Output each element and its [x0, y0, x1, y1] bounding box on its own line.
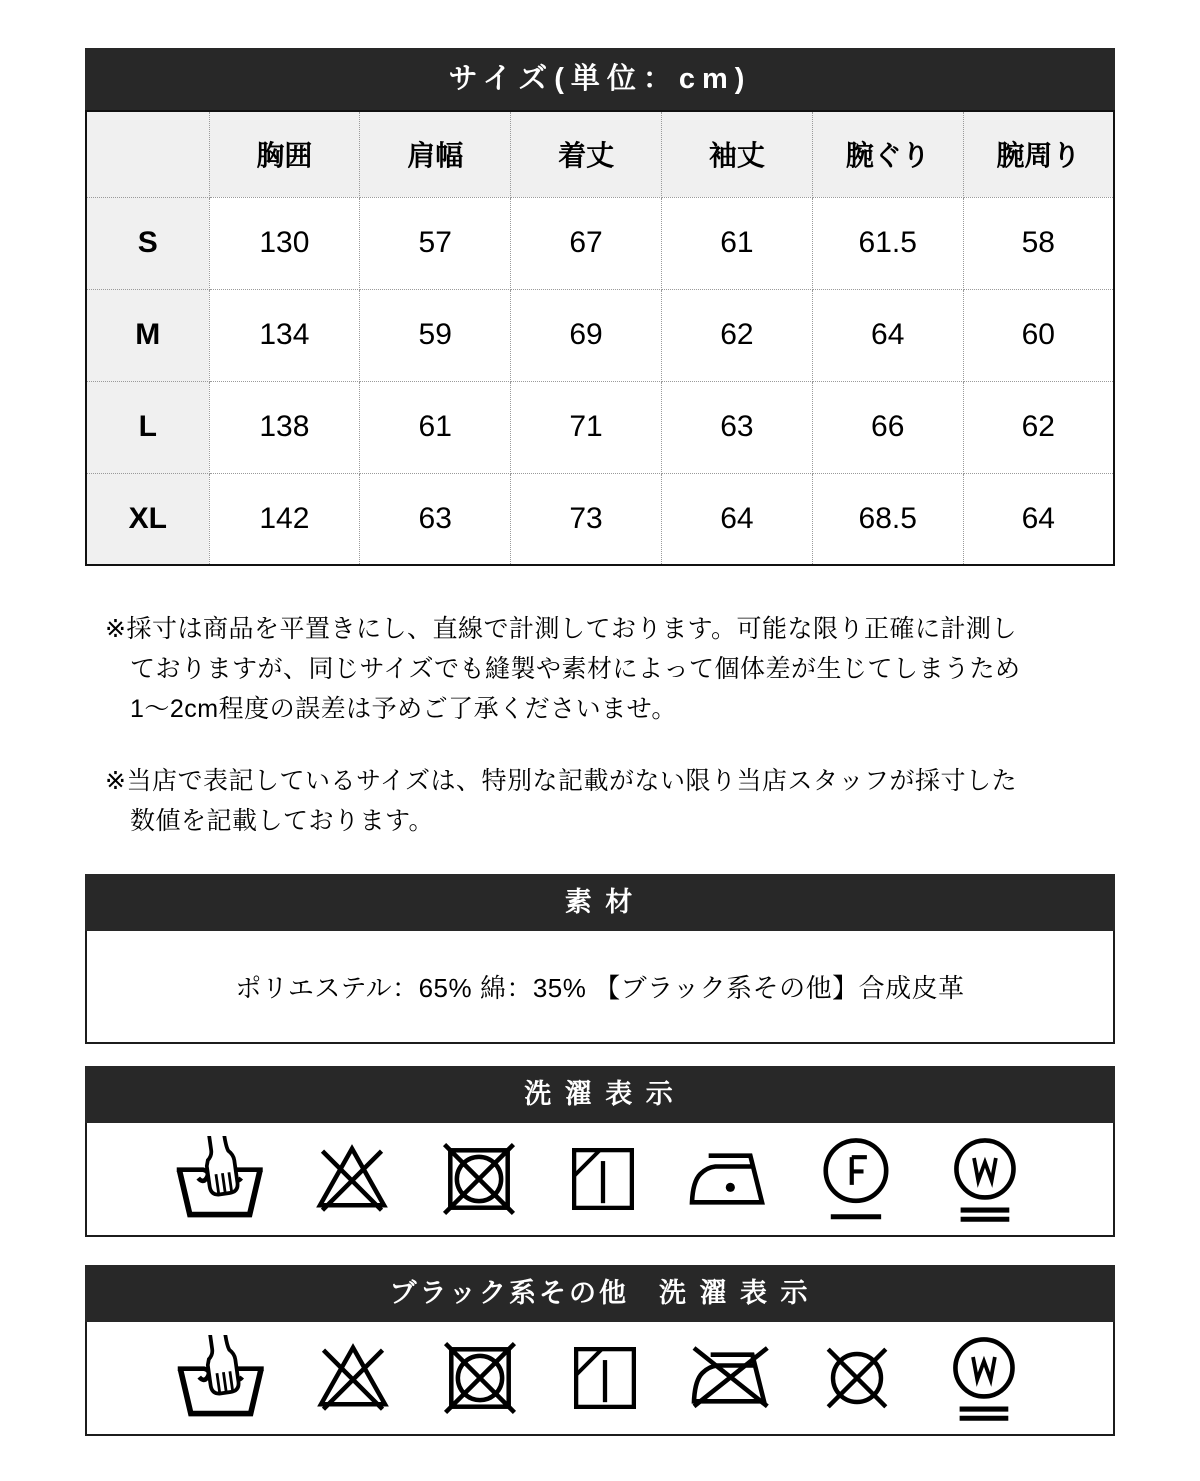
size-value-cell: 67: [511, 197, 662, 289]
size-value-cell: 63: [661, 381, 812, 473]
size-value-cell: 61.5: [812, 197, 963, 289]
note-text-line: ておりますが、同じサイズでも縫製や素材によって個体差が生じてしまうため: [130, 655, 1021, 683]
size-value-cell: 61: [360, 381, 511, 473]
size-value-cell: 60: [963, 289, 1114, 381]
care-symbols-row-black-variant: [85, 1322, 1115, 1436]
size-value-cell: 73: [511, 473, 662, 565]
size-value-cell: 59: [360, 289, 511, 381]
hand-wash-icon: [173, 1136, 266, 1222]
wet-clean-very-gentle-icon: [943, 1132, 1027, 1226]
note-text-line: 採寸は商品を平置きにし、直線で計測しております。可能な限り正確に計測し: [126, 615, 1017, 643]
size-value-cell: 142: [209, 473, 360, 565]
size-row-label: S: [86, 197, 209, 289]
size-table-header-row: [86, 111, 1114, 197]
size-value-cell: 64: [812, 289, 963, 381]
care-title: 洗 濯 表 示: [85, 1066, 1115, 1123]
column-header-chest: 胸囲: [209, 111, 360, 197]
do-not-bleach-icon: [312, 1337, 394, 1419]
size-row-label: M: [86, 289, 209, 381]
size-table-section: [85, 48, 1115, 566]
care-section-default: [85, 1066, 1115, 1237]
size-value-cell: 62: [963, 381, 1114, 473]
size-row-label: XL: [86, 473, 209, 565]
material-text: ポリエステル：65% 綿：35% 【ブラック系その他】合成皮革: [85, 931, 1115, 1044]
size-value-cell: 66: [812, 381, 963, 473]
care-title-black-variant: ブラック系その他 洗 濯 表 示: [85, 1265, 1115, 1322]
iron-low-heat-icon: [687, 1144, 770, 1214]
table-row-l: [86, 381, 1114, 473]
size-row-label: L: [86, 381, 209, 473]
size-value-cell: 71: [511, 381, 662, 473]
size-chart-page: [85, 0, 1115, 1481]
table-row-m: [86, 289, 1114, 381]
table-row-s: [86, 197, 1114, 289]
size-value-cell: 64: [661, 473, 812, 565]
do-not-tumble-dry-icon: [438, 1138, 520, 1220]
care-symbols-row: [85, 1123, 1115, 1237]
size-table: [85, 110, 1115, 566]
do-not-dry-clean-icon: [817, 1338, 897, 1418]
column-header-length: 着丈: [511, 111, 662, 197]
hand-wash-icon: [174, 1335, 267, 1421]
size-value-cell: 138: [209, 381, 360, 473]
size-value-cell: 57: [360, 197, 511, 289]
size-value-cell: 58: [963, 197, 1114, 289]
line-dry-in-shade-icon: [564, 1140, 642, 1218]
measurement-note: [105, 609, 1115, 729]
column-header-sleeve: 袖丈: [661, 111, 812, 197]
size-table-title: サイズ(単位：cm): [85, 48, 1115, 110]
size-value-cell: 62: [661, 289, 812, 381]
do-not-tumble-dry-icon: [439, 1337, 521, 1419]
note-text-line: 1〜2cm程度の誤差は予めご了承くださいませ。: [130, 695, 677, 723]
size-value-cell: 68.5: [812, 473, 963, 565]
size-value-cell: 63: [360, 473, 511, 565]
line-dry-in-shade-icon: [566, 1339, 644, 1417]
size-value-cell: 134: [209, 289, 360, 381]
note-marker: ※: [105, 615, 127, 643]
staff-measurement-note: [105, 761, 1115, 841]
do-not-bleach-icon: [311, 1138, 393, 1220]
size-value-cell: 61: [661, 197, 812, 289]
wet-clean-very-gentle-icon: [942, 1331, 1026, 1425]
care-section-black-variant: [85, 1265, 1115, 1436]
material-section: [85, 874, 1115, 1044]
size-value-cell: 64: [963, 473, 1114, 565]
size-value-cell: 69: [511, 289, 662, 381]
column-header-arm-circumference: 腕周り: [963, 111, 1114, 197]
do-not-iron-icon: [689, 1343, 772, 1413]
note-text-line: 数値を記載しております。: [130, 807, 435, 835]
dry-clean-petroleum-gentle-icon: [814, 1132, 898, 1226]
note-marker: ※: [105, 767, 127, 795]
size-value-cell: 130: [209, 197, 360, 289]
column-header-armhole: 腕ぐり: [812, 111, 963, 197]
corner-cell: [86, 111, 209, 197]
column-header-shoulder: 肩幅: [360, 111, 511, 197]
table-row-xl: [86, 473, 1114, 565]
material-title: 素 材: [85, 874, 1115, 931]
note-text-line: 当店で表記しているサイズは、特別な記載がない限り当店スタッフが採寸した: [126, 767, 1017, 795]
